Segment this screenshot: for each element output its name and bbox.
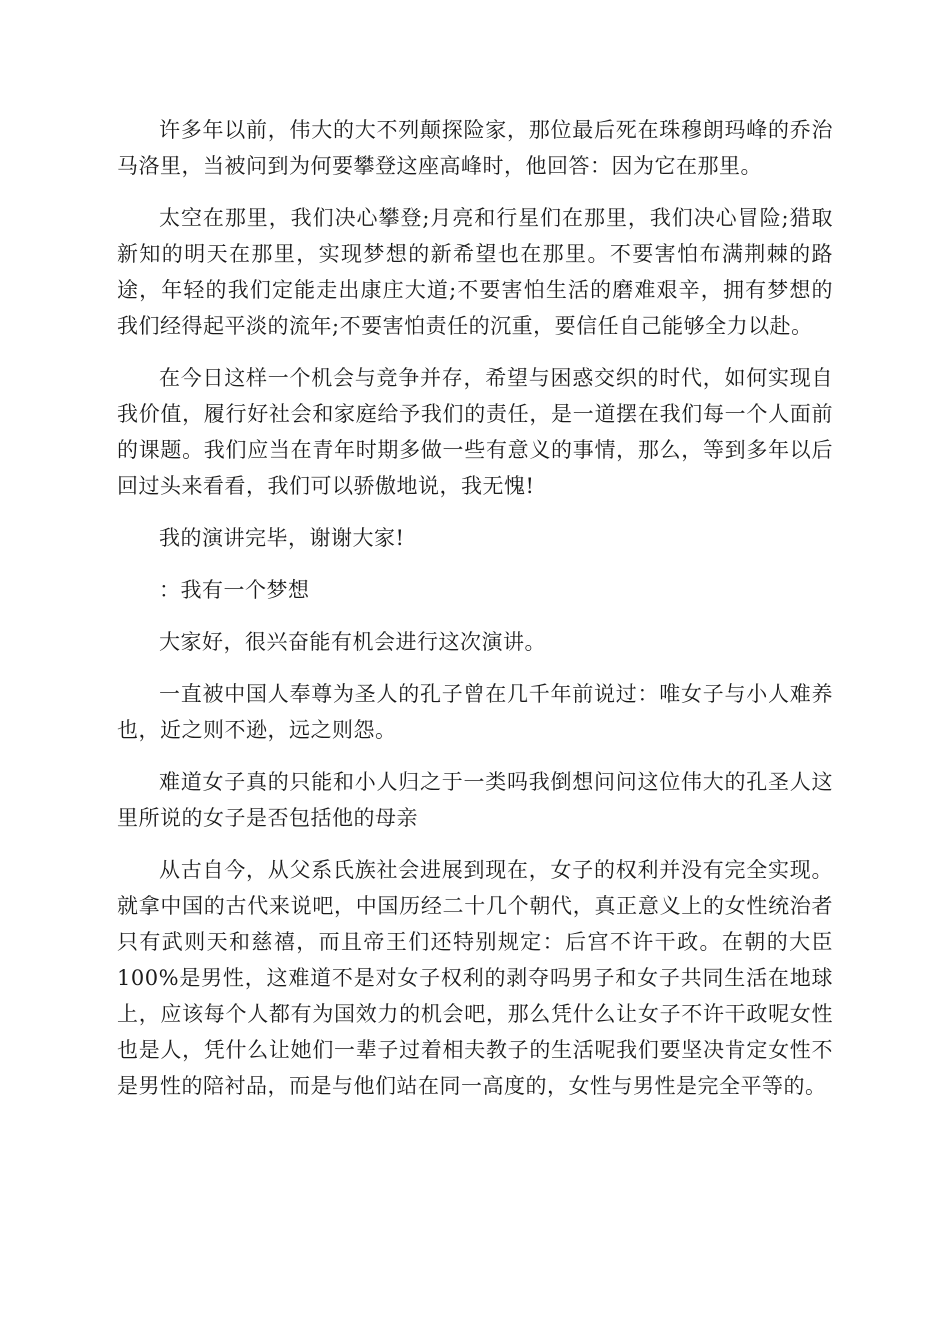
paragraph-confucius-quote: 一直被中国人奉尊为圣人的孔子曾在几千年前说过：唯女子与小人难养也，近之则不逊，远之则怨。	[117, 682, 833, 742]
paragraph-mallory-quote: 许多年以前，伟大的大不列颠探险家，那位最后死在珠穆朗玛峰的乔治马洛里，当被问到为何要攀登这座高峰时，他回答：因为它在那里。	[117, 118, 833, 178]
paragraph-greeting: 大家好，很兴奋能有机会进行这次演讲。	[159, 630, 546, 654]
paragraph-self-value: 在今日这样一个机会与竞争并存，希望与困惑交织的时代，如何实现自我价值，履行好社会和家庭给予我们的责任，是一道摆在我们每一个人面前的课题。我们应当在青年时期多做一些有意义的事情，那么，等到多年以后回过头来看看，我们可以骄傲地说，我无愧!	[117, 366, 833, 498]
paragraph-space-dreams: 太空在那里，我们决心攀登;月亮和行星们在那里，我们决心冒险;猎取新知的明天在那里，实现梦想的新希望也在那里。不要害怕布满荆棘的路途，年轻的我们定能走出康庄大道;不要害怕生活的磨难艰辛，拥有梦想的我们经得起平淡的流年;不要害怕责任的沉重，要信任自己能够全力以赴。	[117, 206, 833, 338]
paragraph-question: 难道女子真的只能和小人归之于一类吗我倒想问问这位伟大的孔圣人这里所说的女子是否包括他的母亲	[117, 770, 833, 830]
section-title-i-have-a-dream: ：我有一个梦想	[159, 578, 310, 602]
document-body	[117, 112, 833, 1120]
paragraph-women-rights: 从古自今，从父系氏族社会进展到现在，女子的权利并没有完全实现。就拿中国的古代来说吧，中国历经二十几个朝代，真正意义上的女性统治者只有武则天和慈禧，而且帝王们还特别规定：后宫不许干政。在朝的大臣100%是男性，这难道不是对女子权利的剥夺吗男子和女子共同生活在地球上，应该每个人都有为国效力的机会吧，那么凭什么让女子不许干政呢女性也是人，凭什么让她们一辈子过着相夫教子的生活呢我们要坚决肯定女性不是男性的陪衬品，而是与他们站在同一高度的，女性与男性是完全平等的。	[117, 858, 833, 1098]
paragraph-closing-thanks: 我的演讲完毕，谢谢大家!	[159, 526, 405, 550]
